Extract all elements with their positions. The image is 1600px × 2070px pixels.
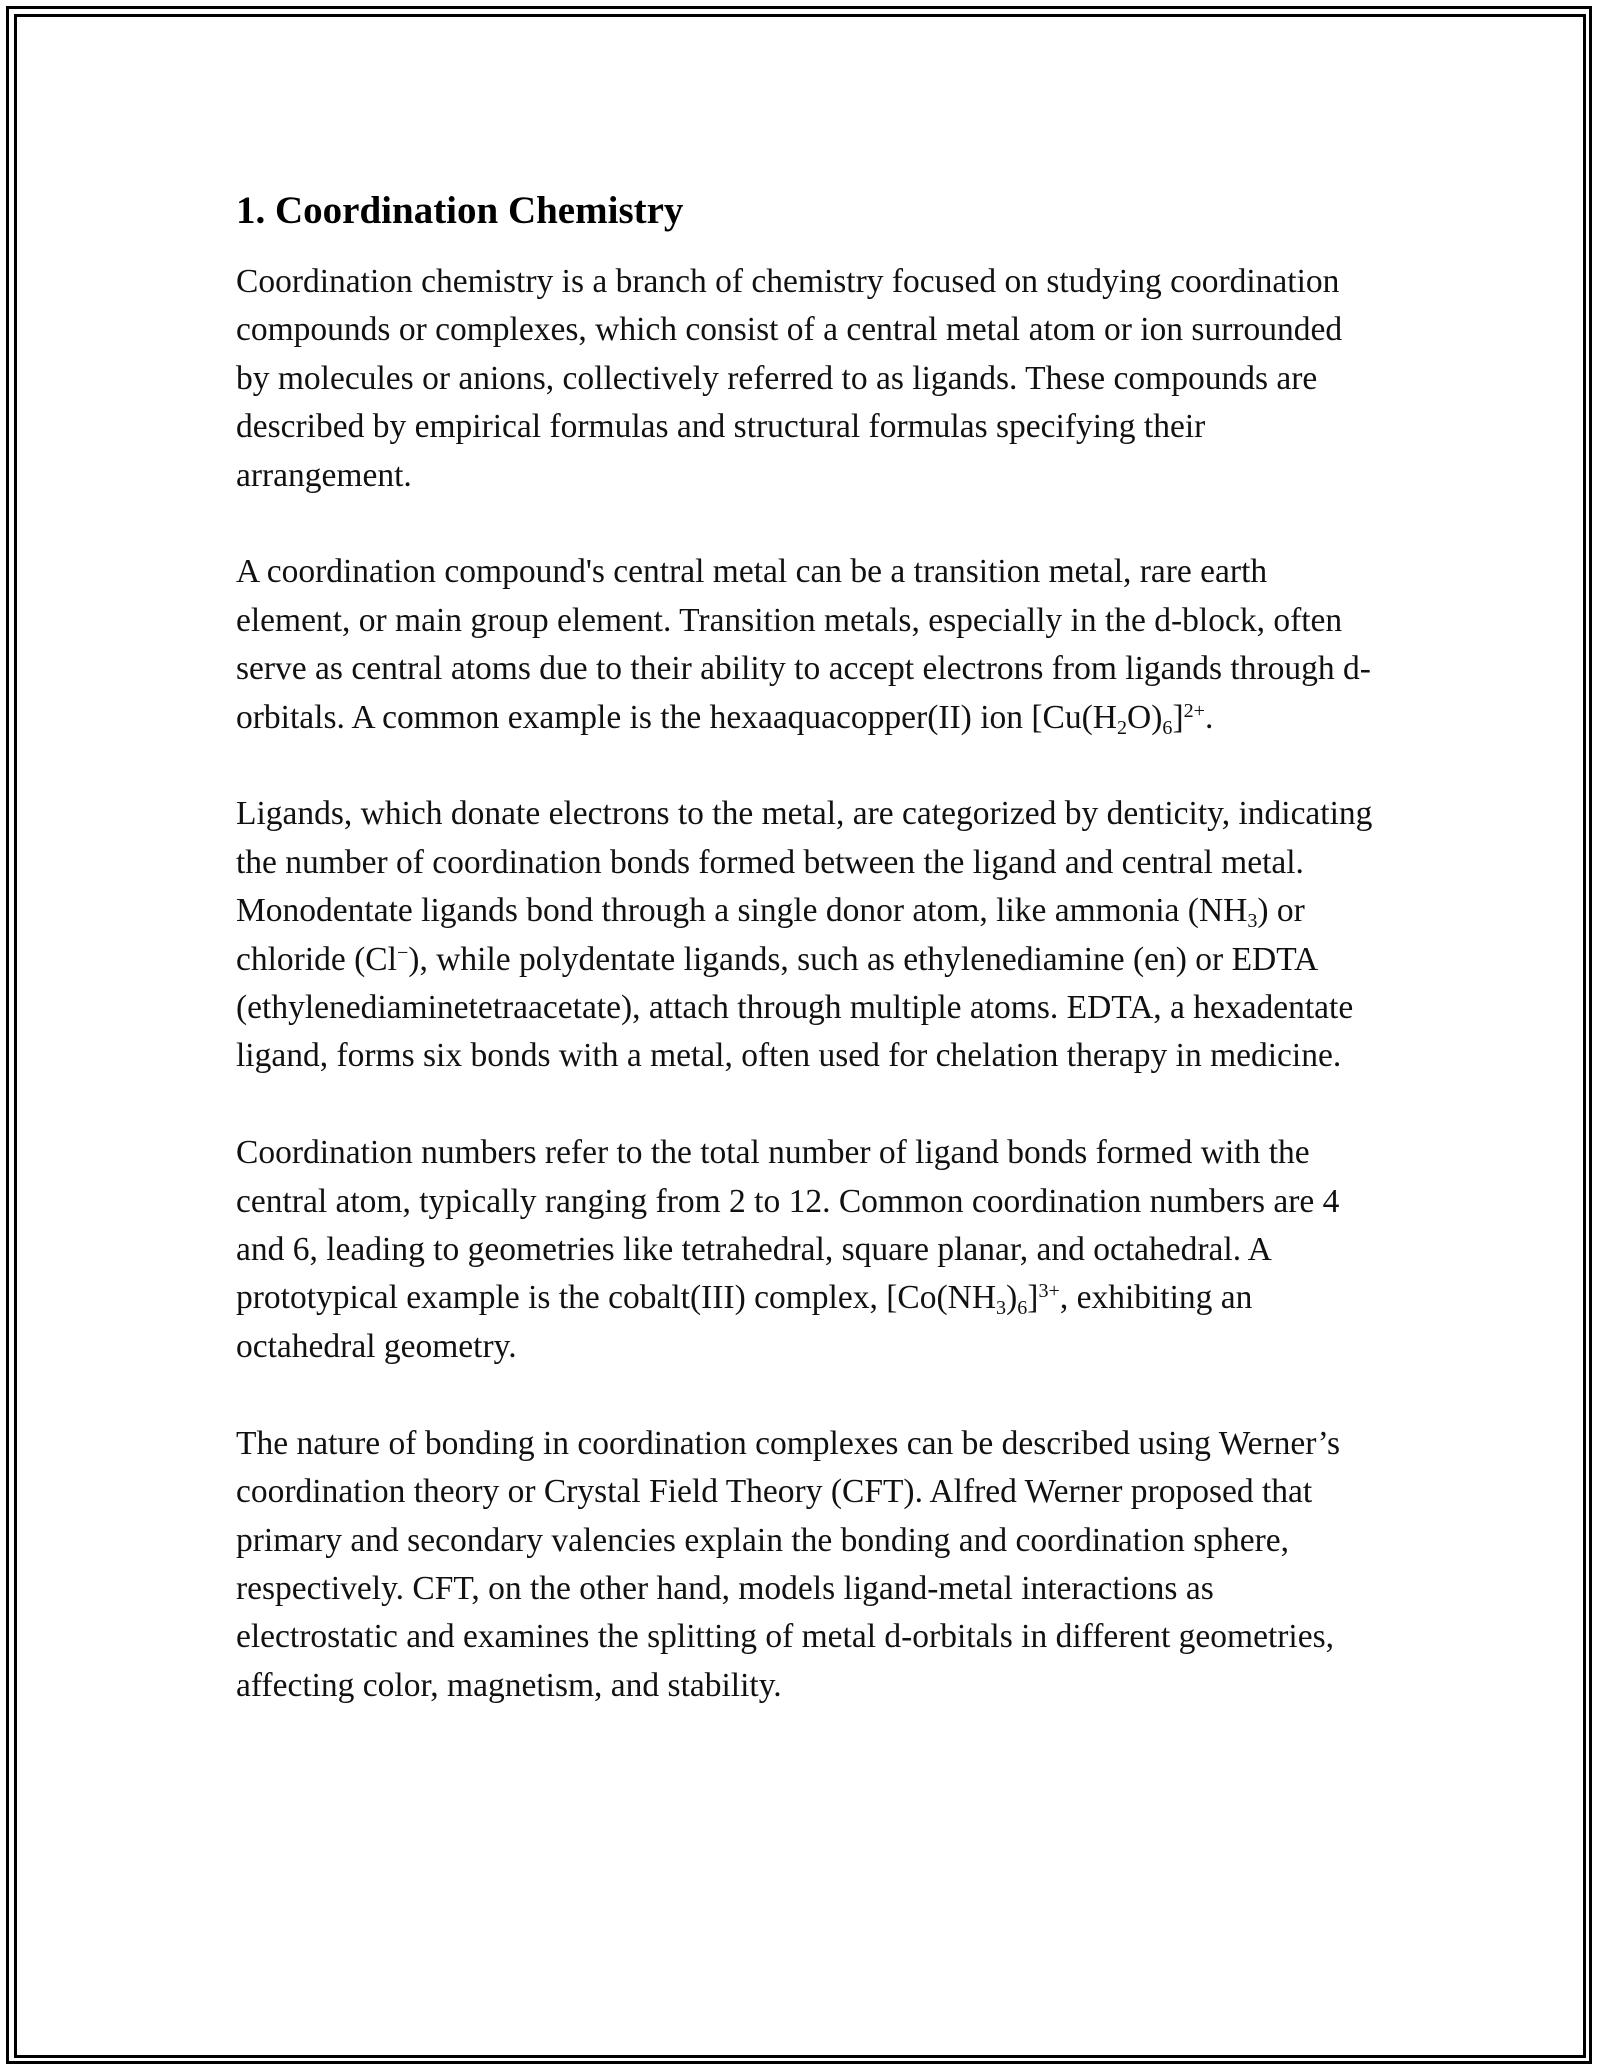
paragraph-coordination-numbers — [236, 1129, 1376, 1371]
formula-part: ) — [1006, 1279, 1018, 1317]
formula-part: ] — [1027, 1279, 1039, 1317]
paragraph-bonding-theories: The nature of bonding in coordination complexes can be described using Werner’s coordination theory or Crystal Field Theory (CFT). Alfred Werner proposed that primary and secondary valencies explain the bonding and coordination sphere, respectively. CFT, on the other hand, models ligand-metal interactions as electrostatic and examines the splitting of metal d-orbitals in different geometries, affecting color, magnetism, and stability. — [236, 1424, 1341, 1704]
section-heading: 1. Coordination Chemistry — [236, 189, 684, 232]
paragraph-ligands-text: ), while polydentate ligands, such as ethylenediamine (en) or EDTA (ethylenediaminetetraacetate), attach through multiple atoms. EDTA, a hexadentate ligand, forms six bonds with a metal, often used for chelation therapy in medicine. — [236, 940, 1354, 1075]
document-body — [236, 186, 1376, 1710]
formula-subscript: 6 — [1017, 1297, 1028, 1320]
paragraph-central-metal-text: A coordination compound's central metal can be a transition metal, rare earth element, or main group element. Transition metals, especially in the d-block, often serve as central atoms due to their ability to accept electrons from ligands through d-orbitals. A common example is the hexaaquacopper(II) ion — [236, 553, 1371, 736]
paragraph-ligands-text: Ligands, which donate electrons to the metal, are categorized by denticity, indicating the number of coordination bonds formed between the ligand and central metal. Monodentate ligands bond through a single donor atom, like ammonia (NH — [236, 795, 1373, 930]
paragraph-central-metal — [236, 548, 1376, 742]
formula-subscript: 6 — [1162, 716, 1173, 739]
paragraph-coordination-numbers-end: , exhibiting an octahedral geometry. — [236, 1279, 1253, 1365]
formula-part: ] — [1172, 698, 1184, 736]
formula-subscript: 3 — [1247, 910, 1258, 933]
formula-charge: 2+ — [1183, 699, 1205, 722]
formula-subscript: 2 — [1117, 716, 1128, 739]
paragraph-ligands-text: ) or chloride (Cl — [236, 892, 1305, 978]
formula-hexaamminecobalt — [886, 1279, 1060, 1320]
formula-hexaaquacopper — [1031, 698, 1205, 739]
paragraph-end-punctuation: . — [1205, 698, 1214, 736]
formula-subscript: 3 — [996, 1297, 1007, 1320]
paragraph-coordination-numbers-text: Coordination numbers refer to the total number of ligand bonds formed with the central atom, typically ranging from 2 to 12. Common coordination numbers are 4 and 6, leading to geometries like tetrahedral, square planar, and octahedral. A prototypical example is the cobalt(III) complex, — [236, 1134, 1340, 1317]
formula-charge: 3+ — [1038, 1280, 1060, 1303]
formula-part: [Co(NH — [886, 1279, 997, 1317]
formula-part: [Cu(H — [1031, 698, 1117, 736]
paragraph-ligands — [236, 790, 1376, 1080]
formula-part: O) — [1127, 698, 1163, 736]
paragraph-intro: Coordination chemistry is a branch of chemistry focused on studying coordination compounds or complexes, which consist of a central metal atom or ion surrounded by molecules or anions, collectively referred to as ligands. These compounds are described by empirical formulas and structural formulas specifying their arrangement. — [236, 263, 1343, 494]
formula-charge: − — [396, 941, 409, 964]
